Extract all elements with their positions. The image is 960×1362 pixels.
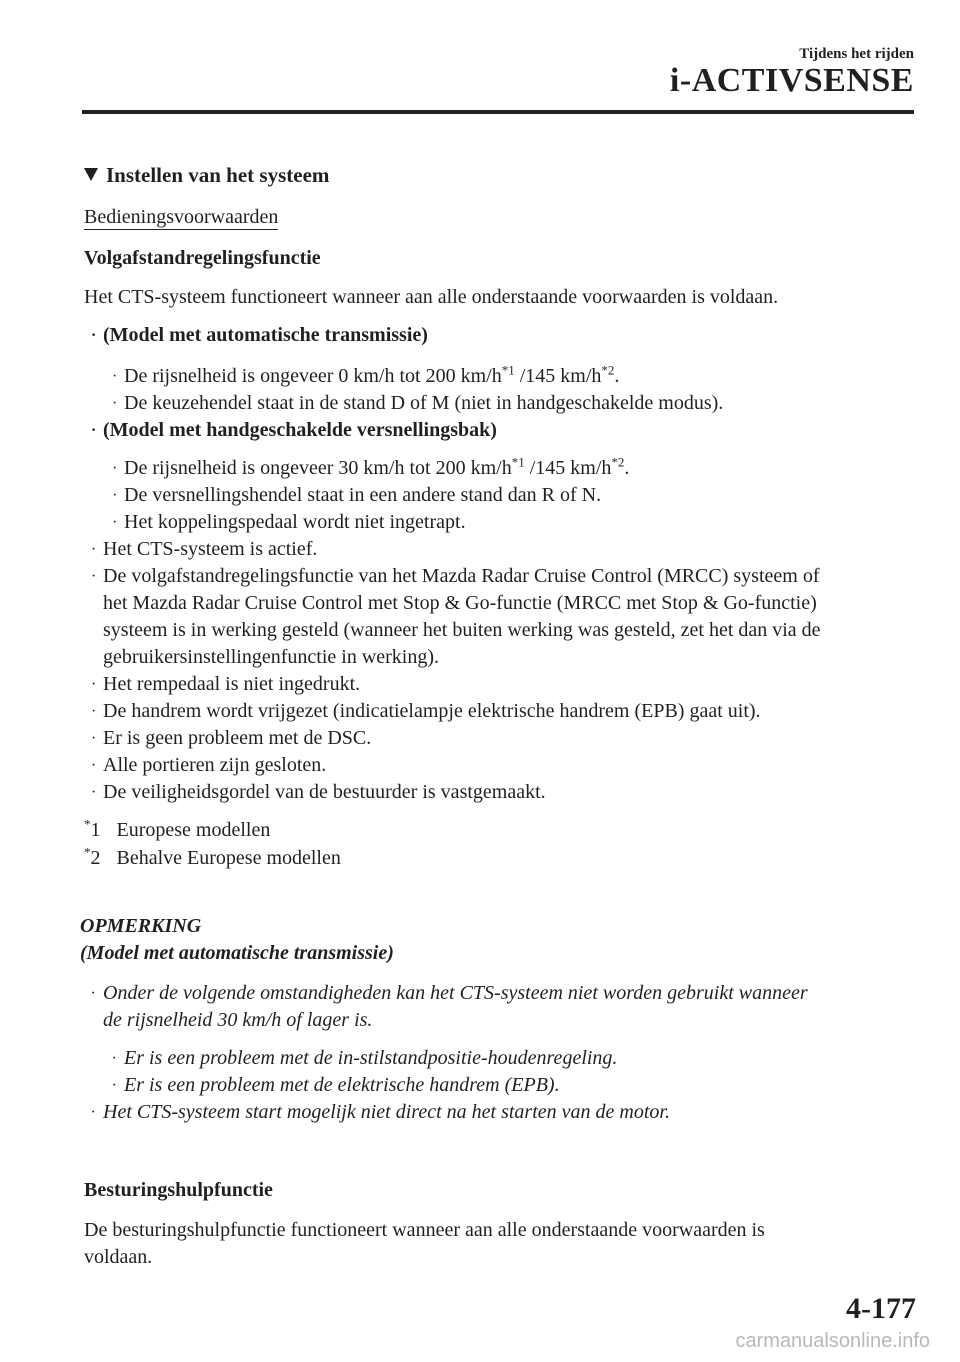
bullet-icon: · [112,514,118,531]
page-number: 4-177 [846,1292,916,1325]
footnote-mark: * [84,844,91,860]
mrcc-line: gebruikersinstellingenfunctie in werking). [103,646,440,668]
subheading-text: Bedieningsvoorwaarden [84,206,279,228]
bullet-icon: · [91,784,97,801]
list-item [91,725,372,752]
list-item [91,698,761,725]
footnote-ref: *2 [611,454,625,470]
mrcc-line: systeem is in werking gesteld (wanneer het buiten werking was gesteld, zet het dan via de [103,619,821,641]
handbrake: De handrem wordt vrijgezet (indicatielampje elektrische handrem (EPB) gaat uit). [103,700,761,722]
bullet-icon: · [91,703,97,720]
list-item [91,536,318,563]
list-item [91,779,546,806]
bullet-icon: · [91,541,97,558]
footnote-number: 2 [90,847,101,869]
auto-speed-end: . [614,365,620,387]
subheading [84,204,278,231]
mrcc-line: De volgafstandregelingsfunctie van het Mazda Radar Cruise Control (MRCC) systeem of [103,565,820,587]
list-item [91,417,497,444]
auto-speed: De rijsnelheid is ongeveer 0 km/h tot 200 km/h [124,365,502,387]
section-heading [84,163,329,188]
list-item [91,980,808,1007]
list-item [91,1099,670,1126]
steer-title: Besturingshulpfunctie [84,1179,273,1201]
list-item [112,1045,618,1072]
list-item [112,482,602,509]
bullet-icon: · [112,1077,116,1094]
steer-line: De besturingshulpfunctie functioneert wanneer aan alle onderstaande voorwaarden is [84,1219,765,1241]
footnote-mark: * [84,816,91,832]
list-item [91,752,327,779]
footnote [84,845,341,872]
list-item [112,362,620,390]
bullet-icon: · [91,676,97,693]
bullet-icon: · [91,327,97,344]
list-item [91,671,361,698]
footnote-number: 1 [90,819,101,841]
section-heading-text: Instellen van het systeem [106,163,330,187]
auto-title: (Model met automatische transmissie) [103,324,428,346]
manual-title: (Model met handgeschakelde versnellingsbak) [103,419,497,441]
note-title: OPMERKING [80,915,202,937]
bullet-icon: · [91,757,97,774]
manual-clutch: Het koppelingspedaal wordt niet ingetrapt. [124,511,466,533]
list-item [112,509,466,536]
manual-speed-alt: /145 km/h [524,457,612,479]
list-item [91,563,820,590]
footnote-ref: *2 [601,362,615,378]
bullet-icon: · [91,985,95,1002]
note-subtitle: (Model met automatische transmissie) [80,942,394,964]
footnote [84,817,270,844]
footnote-ref: *1 [511,454,525,470]
chapter-title: Tijdens het rijden [799,46,914,62]
cts-active: Het CTS-systeem is actief. [103,538,318,560]
note-line: de rijsnelheid 30 km/h of lager is. [103,1009,373,1031]
bullet-icon: · [91,1104,95,1121]
follow-title: Volgafstandregelingsfunctie [84,247,321,269]
dsc: Er is geen probleem met de DSC. [103,727,372,749]
doors: Alle portieren zijn gesloten. [103,754,327,776]
list-item [112,1072,560,1099]
mrcc-line: het Mazda Radar Cruise Control met Stop & Go-functie (MRCC met Stop & Go-functie) [103,592,817,614]
note-line: Onder de volgende omstandigheden kan het CTS-systeem niet worden gebruikt wanneer [103,982,808,1004]
steer-line: voldaan. [84,1246,153,1268]
bullet-icon: · [91,730,97,747]
section-title: i-ACTIVSENSE [669,62,914,99]
list-item [112,454,630,482]
footnote-ref: *1 [501,362,515,378]
bullet-icon: · [112,368,118,385]
watermark: carmanualsonline.info [735,1330,930,1352]
note-sub: Er is een probleem met de in-stilstandpositie-houdenregeling. [124,1047,618,1069]
bullet-icon: · [112,460,118,477]
manual-speed-end: . [624,457,630,479]
note-sub: Er is een probleem met de elektrische handrem (EPB). [124,1074,560,1096]
bullet-icon: · [112,1050,116,1067]
triangle-icon [84,168,98,181]
footnote-text: Behalve Europese modellen [116,847,341,869]
belt: De veiligheidsgordel van de bestuurder is vastgemaakt. [103,781,546,803]
bullet-icon: · [112,395,118,412]
auto-lever: De keuzehendel staat in de stand D of M (niet in handgeschakelde modus). [124,392,724,414]
list-item [91,322,428,349]
bullet-icon: · [112,487,118,504]
brake: Het rempedaal is niet ingedrukt. [103,673,361,695]
manual-lever: De versnellingshendel staat in een andere stand dan R of N. [124,484,602,506]
bullet-icon: · [91,422,97,439]
bullet-icon: · [91,568,97,585]
list-item [112,390,724,417]
footnote-text: Europese modellen [116,819,271,841]
header-divider [82,110,914,114]
auto-speed-alt: /145 km/h [514,365,602,387]
manual-speed: De rijsnelheid is ongeveer 30 km/h tot 200 km/h [124,457,512,479]
follow-intro: Het CTS-systeem functioneert wanneer aan alle onderstaande voorwaarden is voldaan. [84,286,779,308]
note-last: Het CTS-systeem start mogelijk niet direct na het starten van de motor. [103,1101,670,1123]
